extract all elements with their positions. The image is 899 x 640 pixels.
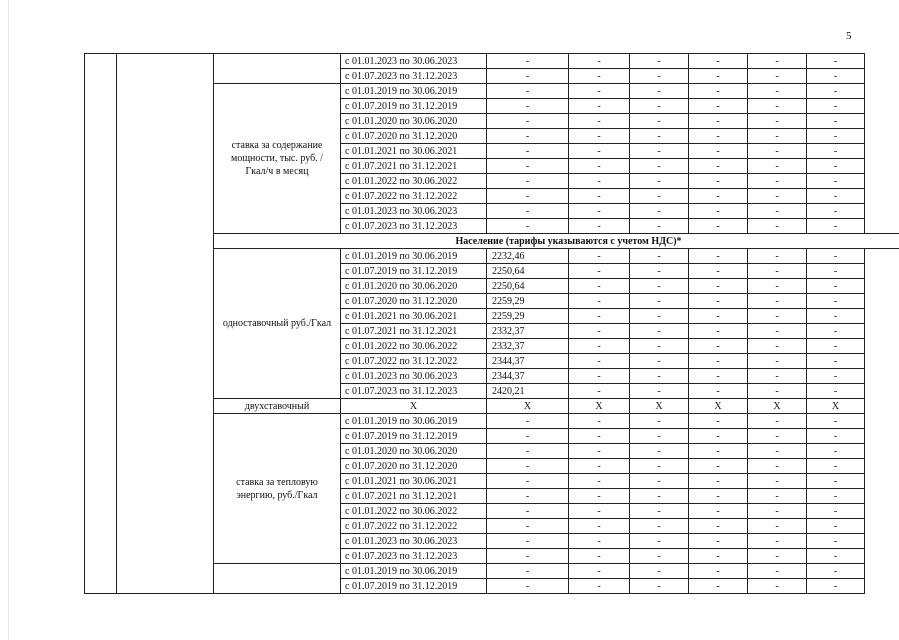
- value-cell: -: [569, 534, 630, 549]
- period-cell: с 01.01.2022 по 30.06.2022: [341, 504, 487, 519]
- period-cell: с 01.07.2019 по 31.12.2019: [341, 429, 487, 444]
- value-cell: -: [748, 444, 807, 459]
- period-cell: с 01.01.2020 по 30.06.2020: [341, 279, 487, 294]
- value-cell: -: [487, 414, 569, 429]
- tariff-group-label: двухставочный: [214, 399, 341, 414]
- period-cell: с 01.07.2019 по 31.12.2019: [341, 99, 487, 114]
- tariff-group-label-blank: [214, 54, 341, 84]
- value-cell: -: [569, 459, 630, 474]
- value-cell: -: [569, 204, 630, 219]
- value-cell: -: [630, 294, 689, 309]
- value-cell: -: [487, 114, 569, 129]
- value-cell: -: [630, 159, 689, 174]
- value-cell: -: [807, 294, 865, 309]
- page-number: 5: [846, 30, 852, 42]
- value-cell: 2250,64: [487, 279, 569, 294]
- value-cell: -: [807, 429, 865, 444]
- value-cell: -: [689, 189, 748, 204]
- value-cell: -: [569, 474, 630, 489]
- value-cell: -: [748, 579, 807, 594]
- value-cell: -: [569, 69, 630, 84]
- value-cell: -: [807, 549, 865, 564]
- value-cell: -: [689, 534, 748, 549]
- value-cell: -: [569, 579, 630, 594]
- value-cell: -: [630, 519, 689, 534]
- value-cell: -: [569, 54, 630, 69]
- value-cell: -: [807, 369, 865, 384]
- value-cell: -: [748, 534, 807, 549]
- value-cell: X: [487, 399, 569, 414]
- value-cell: -: [569, 324, 630, 339]
- period-cell: с 01.01.2021 по 30.06.2021: [341, 309, 487, 324]
- value-cell: -: [748, 504, 807, 519]
- value-cell: -: [569, 144, 630, 159]
- value-cell: -: [630, 354, 689, 369]
- value-cell: -: [630, 129, 689, 144]
- value-cell: -: [569, 219, 630, 234]
- value-cell: -: [807, 99, 865, 114]
- value-cell: -: [748, 279, 807, 294]
- value-cell: -: [630, 204, 689, 219]
- period-cell: с 01.01.2019 по 30.06.2019: [341, 414, 487, 429]
- value-cell: -: [569, 249, 630, 264]
- value-cell: -: [807, 579, 865, 594]
- value-cell: -: [807, 174, 865, 189]
- value-cell: -: [807, 504, 865, 519]
- value-cell: -: [748, 324, 807, 339]
- period-cell: с 01.01.2020 по 30.06.2020: [341, 444, 487, 459]
- value-cell: -: [569, 129, 630, 144]
- value-cell: -: [748, 414, 807, 429]
- value-cell: -: [748, 219, 807, 234]
- value-cell: -: [630, 189, 689, 204]
- value-cell: -: [689, 204, 748, 219]
- value-cell: -: [807, 84, 865, 99]
- organization-cell: [117, 54, 214, 594]
- period-cell: с 01.01.2022 по 30.06.2022: [341, 339, 487, 354]
- tariff-table: [84, 53, 899, 594]
- value-cell: -: [630, 54, 689, 69]
- value-cell: 2332,37: [487, 339, 569, 354]
- period-cell: с 01.07.2020 по 31.12.2020: [341, 459, 487, 474]
- value-cell: -: [569, 174, 630, 189]
- value-cell: -: [630, 504, 689, 519]
- tariff-group-label: ставка за тепловую энергию, руб./Гкал: [214, 414, 341, 564]
- value-cell: -: [569, 384, 630, 399]
- value-cell: -: [807, 444, 865, 459]
- value-cell: 2232,46: [487, 249, 569, 264]
- value-cell: -: [689, 384, 748, 399]
- value-cell: -: [689, 129, 748, 144]
- value-cell: -: [569, 549, 630, 564]
- value-cell: -: [807, 489, 865, 504]
- value-cell: -: [689, 564, 748, 579]
- value-cell: -: [748, 549, 807, 564]
- period-cell: с 01.07.2021 по 31.12.2021: [341, 489, 487, 504]
- value-cell: -: [689, 114, 748, 129]
- value-cell: -: [689, 369, 748, 384]
- value-cell: -: [807, 324, 865, 339]
- value-cell: -: [487, 129, 569, 144]
- value-cell: -: [569, 309, 630, 324]
- table-row: [85, 54, 899, 69]
- value-cell: -: [748, 174, 807, 189]
- value-cell: -: [487, 474, 569, 489]
- value-cell: -: [807, 249, 865, 264]
- value-cell: -: [569, 444, 630, 459]
- value-cell: -: [487, 444, 569, 459]
- value-cell: 2259,29: [487, 294, 569, 309]
- value-cell: -: [630, 114, 689, 129]
- period-cell: X: [341, 399, 487, 414]
- value-cell: -: [487, 534, 569, 549]
- value-cell: -: [807, 204, 865, 219]
- value-cell: -: [569, 369, 630, 384]
- value-cell: -: [487, 489, 569, 504]
- value-cell: -: [748, 519, 807, 534]
- value-cell: 2259,29: [487, 309, 569, 324]
- value-cell: -: [689, 54, 748, 69]
- value-cell: -: [807, 264, 865, 279]
- period-cell: с 01.01.2023 по 30.06.2023: [341, 534, 487, 549]
- value-cell: -: [569, 114, 630, 129]
- value-cell: X: [630, 399, 689, 414]
- value-cell: -: [807, 219, 865, 234]
- value-cell: -: [630, 459, 689, 474]
- period-cell: с 01.01.2019 по 30.06.2019: [341, 84, 487, 99]
- value-cell: -: [630, 264, 689, 279]
- value-cell: -: [689, 279, 748, 294]
- value-cell: -: [807, 339, 865, 354]
- value-cell: -: [807, 189, 865, 204]
- value-cell: -: [487, 579, 569, 594]
- value-cell: -: [748, 54, 807, 69]
- value-cell: 2250,64: [487, 264, 569, 279]
- value-cell: 2344,37: [487, 354, 569, 369]
- value-cell: X: [807, 399, 865, 414]
- value-cell: -: [487, 144, 569, 159]
- value-cell: -: [748, 339, 807, 354]
- page-left-edge: [8, 0, 9, 640]
- value-cell: -: [807, 114, 865, 129]
- value-cell: -: [748, 99, 807, 114]
- value-cell: -: [748, 249, 807, 264]
- value-cell: -: [630, 309, 689, 324]
- tariff-group-label: одноставочный руб./Гкал: [214, 249, 341, 399]
- value-cell: -: [689, 519, 748, 534]
- value-cell: -: [569, 99, 630, 114]
- period-cell: с 01.01.2019 по 30.06.2019: [341, 564, 487, 579]
- value-cell: -: [487, 504, 569, 519]
- period-cell: с 01.01.2023 по 30.06.2023: [341, 204, 487, 219]
- value-cell: -: [487, 84, 569, 99]
- period-cell: с 01.07.2019 по 31.12.2019: [341, 264, 487, 279]
- value-cell: -: [569, 519, 630, 534]
- value-cell: -: [569, 84, 630, 99]
- value-cell: -: [807, 519, 865, 534]
- value-cell: -: [630, 564, 689, 579]
- period-cell: с 01.07.2023 по 31.12.2023: [341, 384, 487, 399]
- period-cell: с 01.07.2020 по 31.12.2020: [341, 294, 487, 309]
- value-cell: -: [569, 504, 630, 519]
- value-cell: -: [630, 534, 689, 549]
- value-cell: -: [689, 489, 748, 504]
- value-cell: -: [807, 384, 865, 399]
- value-cell: -: [689, 264, 748, 279]
- value-cell: -: [689, 474, 748, 489]
- value-cell: -: [689, 354, 748, 369]
- value-cell: -: [689, 99, 748, 114]
- value-cell: -: [689, 444, 748, 459]
- value-cell: -: [689, 459, 748, 474]
- value-cell: -: [689, 504, 748, 519]
- value-cell: -: [630, 339, 689, 354]
- value-cell: -: [630, 579, 689, 594]
- value-cell: -: [689, 219, 748, 234]
- value-cell: -: [748, 69, 807, 84]
- value-cell: -: [748, 429, 807, 444]
- value-cell: -: [630, 99, 689, 114]
- value-cell: -: [748, 159, 807, 174]
- value-cell: -: [487, 54, 569, 69]
- value-cell: -: [630, 549, 689, 564]
- value-cell: -: [487, 99, 569, 114]
- value-cell: -: [630, 279, 689, 294]
- value-cell: -: [630, 489, 689, 504]
- value-cell: X: [569, 399, 630, 414]
- value-cell: -: [487, 429, 569, 444]
- value-cell: -: [630, 369, 689, 384]
- value-cell: -: [807, 414, 865, 429]
- value-cell: -: [689, 294, 748, 309]
- value-cell: -: [630, 384, 689, 399]
- period-cell: с 01.07.2022 по 31.12.2022: [341, 354, 487, 369]
- value-cell: -: [807, 474, 865, 489]
- value-cell: -: [748, 264, 807, 279]
- value-cell: -: [807, 144, 865, 159]
- value-cell: -: [689, 309, 748, 324]
- value-cell: -: [807, 309, 865, 324]
- value-cell: -: [569, 189, 630, 204]
- value-cell: -: [630, 84, 689, 99]
- period-cell: с 01.01.2021 по 30.06.2021: [341, 144, 487, 159]
- value-cell: -: [630, 144, 689, 159]
- value-cell: -: [630, 414, 689, 429]
- value-cell: X: [689, 399, 748, 414]
- section-header-population: Население (тарифы указываются с учетом НДС)*: [214, 234, 899, 249]
- period-cell: с 01.01.2022 по 30.06.2022: [341, 174, 487, 189]
- value-cell: -: [748, 459, 807, 474]
- value-cell: -: [487, 69, 569, 84]
- value-cell: -: [748, 294, 807, 309]
- tariff-group-label-blank: [214, 564, 341, 594]
- value-cell: -: [689, 579, 748, 594]
- period-cell: с 01.01.2023 по 30.06.2023: [341, 54, 487, 69]
- value-cell: -: [748, 114, 807, 129]
- value-cell: -: [569, 264, 630, 279]
- value-cell: -: [630, 324, 689, 339]
- value-cell: -: [748, 84, 807, 99]
- value-cell: -: [689, 144, 748, 159]
- value-cell: -: [487, 189, 569, 204]
- value-cell: -: [689, 414, 748, 429]
- value-cell: 2344,37: [487, 369, 569, 384]
- value-cell: -: [569, 159, 630, 174]
- value-cell: -: [569, 429, 630, 444]
- period-cell: с 01.01.2019 по 30.06.2019: [341, 249, 487, 264]
- value-cell: -: [487, 519, 569, 534]
- value-cell: -: [569, 564, 630, 579]
- value-cell: -: [569, 354, 630, 369]
- value-cell: -: [569, 294, 630, 309]
- value-cell: -: [807, 459, 865, 474]
- value-cell: -: [748, 189, 807, 204]
- period-cell: с 01.07.2023 по 31.12.2023: [341, 219, 487, 234]
- value-cell: -: [807, 354, 865, 369]
- value-cell: -: [630, 69, 689, 84]
- period-cell: с 01.07.2022 по 31.12.2022: [341, 519, 487, 534]
- period-cell: с 01.07.2022 по 31.12.2022: [341, 189, 487, 204]
- value-cell: -: [748, 564, 807, 579]
- period-cell: с 01.07.2020 по 31.12.2020: [341, 129, 487, 144]
- value-cell: -: [807, 129, 865, 144]
- value-cell: -: [630, 249, 689, 264]
- period-cell: с 01.07.2023 по 31.12.2023: [341, 69, 487, 84]
- period-cell: с 01.01.2021 по 30.06.2021: [341, 474, 487, 489]
- value-cell: -: [569, 279, 630, 294]
- value-cell: -: [689, 324, 748, 339]
- value-cell: -: [748, 204, 807, 219]
- tariff-group-label: ставка за содержание мощности, тыс. руб. /Гкал/ч в месяц: [214, 84, 341, 234]
- value-cell: -: [689, 84, 748, 99]
- value-cell: -: [748, 309, 807, 324]
- value-cell: -: [689, 549, 748, 564]
- value-cell: -: [807, 564, 865, 579]
- period-cell: с 01.01.2020 по 30.06.2020: [341, 114, 487, 129]
- value-cell: -: [689, 339, 748, 354]
- value-cell: -: [487, 459, 569, 474]
- value-cell: -: [807, 54, 865, 69]
- value-cell: -: [487, 564, 569, 579]
- value-cell: -: [630, 174, 689, 189]
- value-cell: -: [807, 159, 865, 174]
- value-cell: -: [807, 534, 865, 549]
- value-cell: -: [487, 159, 569, 174]
- value-cell: -: [487, 204, 569, 219]
- period-cell: с 01.07.2021 по 31.12.2021: [341, 324, 487, 339]
- value-cell: -: [748, 354, 807, 369]
- value-cell: -: [689, 174, 748, 189]
- period-cell: с 01.07.2021 по 31.12.2021: [341, 159, 487, 174]
- value-cell: -: [487, 549, 569, 564]
- period-cell: с 01.01.2023 по 30.06.2023: [341, 369, 487, 384]
- value-cell: -: [748, 129, 807, 144]
- value-cell: -: [689, 159, 748, 174]
- value-cell: -: [487, 174, 569, 189]
- value-cell: -: [748, 384, 807, 399]
- value-cell: -: [807, 69, 865, 84]
- value-cell: -: [630, 474, 689, 489]
- value-cell: -: [569, 414, 630, 429]
- value-cell: 2420,21: [487, 384, 569, 399]
- value-cell: -: [689, 69, 748, 84]
- value-cell: -: [630, 444, 689, 459]
- value-cell: -: [689, 249, 748, 264]
- value-cell: 2332,37: [487, 324, 569, 339]
- period-cell: с 01.07.2023 по 31.12.2023: [341, 549, 487, 564]
- value-cell: -: [569, 339, 630, 354]
- value-cell: -: [748, 474, 807, 489]
- value-cell: -: [630, 429, 689, 444]
- value-cell: -: [630, 219, 689, 234]
- value-cell: -: [748, 489, 807, 504]
- value-cell: -: [748, 369, 807, 384]
- tariff-table-body: [85, 54, 899, 594]
- value-cell: -: [487, 219, 569, 234]
- value-cell: -: [807, 279, 865, 294]
- period-cell: с 01.07.2019 по 31.12.2019: [341, 579, 487, 594]
- value-cell: X: [748, 399, 807, 414]
- value-cell: -: [689, 429, 748, 444]
- row-number-cell: [85, 54, 117, 594]
- value-cell: -: [748, 144, 807, 159]
- value-cell: -: [569, 489, 630, 504]
